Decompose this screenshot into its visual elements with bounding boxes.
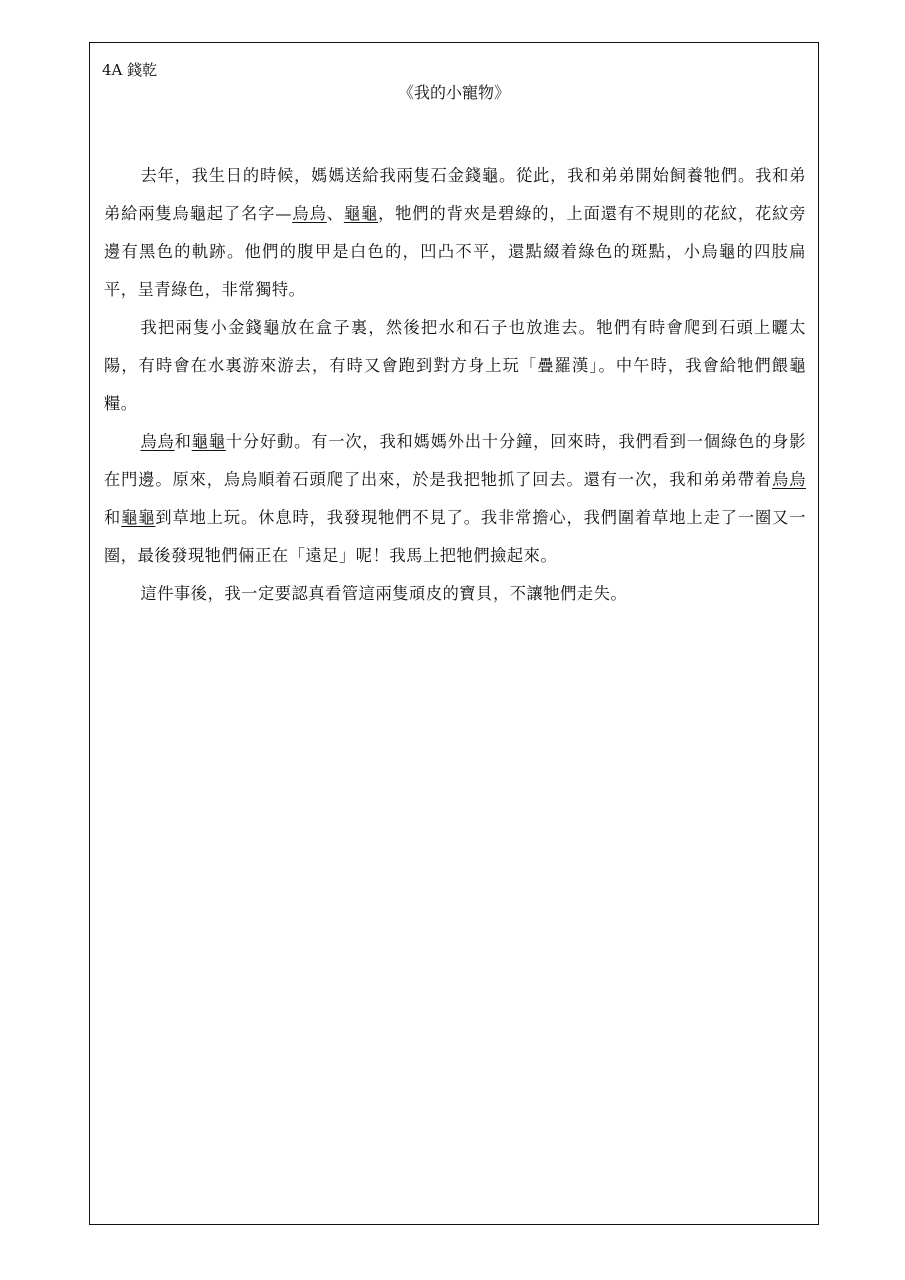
turtle-name: 烏烏 xyxy=(140,432,175,451)
text-segment: 十分好動。有一次，我和媽媽外出十分鐘，回來時，我們看到一個綠色的身影在門邊。原來，烏烏順着石頭爬了出來，於是我把牠抓了回去。還有一次，我和弟弟帶着 xyxy=(104,432,807,489)
essay-paragraph xyxy=(104,157,806,309)
turtle-name: 龜龜 xyxy=(191,432,226,451)
turtle-name: 龜龜 xyxy=(343,204,379,223)
text-segment: 去年，我生日的時候，媽媽送給我兩隻石金錢龜。從此，我和弟弟開始飼養牠們。我和弟弟給兩隻烏龜起了名字— xyxy=(104,166,806,223)
text-segment: 我把兩隻小金錢龜放在盒子裏，然後把水和石子也放進去。牠們有時會爬到石頭上曬太陽，有時會在水裏游來游去，有時又會跑到對方身上玩「疊羅漢」。中午時，我會給牠們餵龜糧。 xyxy=(104,318,806,413)
text-segment: 、 xyxy=(326,204,344,223)
turtle-name: 烏烏 xyxy=(772,470,806,489)
class-and-name: 4A 錢乾 xyxy=(102,61,158,79)
text-segment: 和 xyxy=(104,508,122,527)
essay-body xyxy=(104,157,806,613)
turtle-name: 烏烏 xyxy=(292,204,327,223)
document-frame xyxy=(89,42,819,1225)
turtle-name: 龜龜 xyxy=(121,508,156,527)
essay-paragraph xyxy=(104,309,806,423)
text-segment: 和 xyxy=(174,432,192,451)
text-segment: ，牠們的背夾是碧綠的，上面還有不規則的花紋，花紋旁邊有黑色的軌跡。他們的腹甲是白色的，凹凸不平，還點綴着綠色的斑點，小烏龜的四肢扁平，呈青綠色，非常獨特。 xyxy=(104,204,807,299)
text-segment: 到草地上玩。休息時，我發現牠們不見了。我非常擔心，我們圍着草地上走了一圈又一圈，最後發現牠們倆正在「遠足」呢！我馬上把牠們撿起來。 xyxy=(104,508,807,565)
essay-paragraph xyxy=(104,575,806,613)
text-segment: 這件事後，我一定要認真看管這兩隻頑皮的寶貝，不讓牠們走失。 xyxy=(140,584,628,603)
essay-title: 《我的小寵物》 xyxy=(397,83,510,102)
essay-paragraph xyxy=(104,423,806,575)
